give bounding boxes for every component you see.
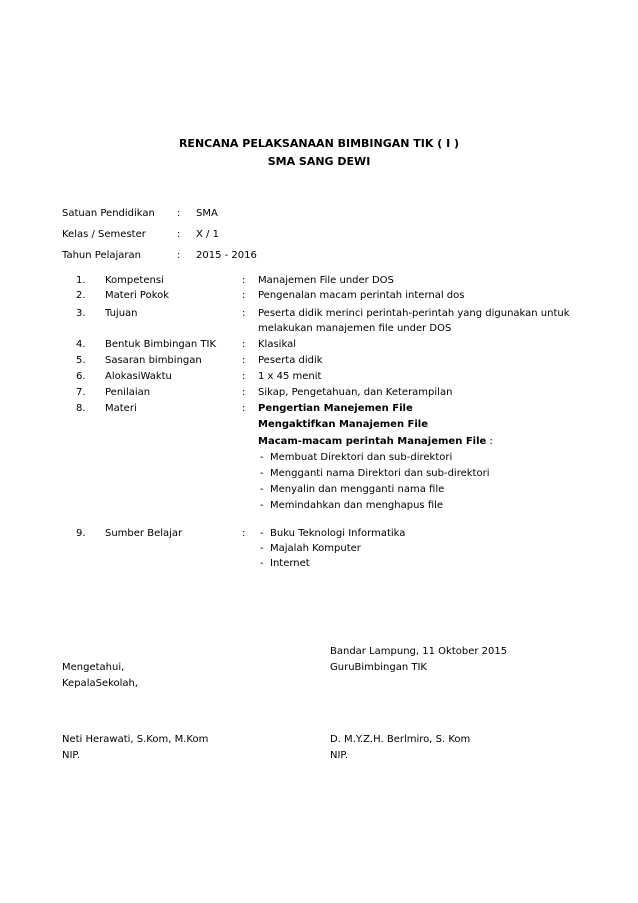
item-colon: : (242, 355, 246, 366)
info-label-kelas: Kelas / Semester (62, 229, 146, 240)
item-colon: : (242, 528, 246, 539)
bullet-dash: - (260, 468, 264, 479)
item-label: Bentuk Bimbingan TIK (105, 339, 217, 350)
teacher-nip: NIP. (330, 750, 349, 761)
item-label: Materi Pokok (105, 290, 170, 301)
principal-nip: NIP. (62, 750, 81, 761)
item-number: 3. (76, 308, 86, 319)
materi-bullet: Mengganti nama Direktori dan sub-direktori (270, 468, 490, 479)
item-value: Peserta didik merinci perintah-perintah yang digunakan untuk (258, 308, 570, 319)
item-number: 5. (76, 355, 86, 366)
item-label: Sumber Belajar (105, 528, 183, 539)
item-number: 9. (76, 528, 86, 539)
info-colon: : (177, 250, 181, 261)
item-value: Peserta didik (258, 355, 323, 366)
info-value-satuan: SMA (196, 208, 218, 219)
item-colon: : (242, 387, 246, 398)
item-label: AlokasiWaktu (105, 371, 172, 382)
place-date: Bandar Lampung, 11 Oktober 2015 (330, 646, 508, 657)
materi-bullet: Menyalin dan mengganti nama file (270, 484, 445, 495)
bullet-dash: - (260, 558, 264, 569)
bullet-dash: - (260, 528, 264, 539)
item-value-continued: melakukan manajemen file under DOS (258, 323, 452, 334)
item-label: Sasaran bimbingan (105, 355, 202, 366)
acknowledged-label: Mengetahui, (62, 662, 125, 673)
sumber-item: Internet (270, 558, 310, 569)
item-value: Manajemen File under DOS (258, 275, 394, 286)
info-label-satuan: Satuan Pendidikan (62, 208, 155, 219)
item-label: Tujuan (105, 308, 138, 319)
item-number: 2. (76, 290, 86, 301)
bullet-dash: - (260, 543, 264, 554)
item-number: 7. (76, 387, 86, 398)
info-value-tahun: 2015 - 2016 (196, 250, 257, 261)
item-colon: : (242, 290, 246, 301)
school-name: SMA SANG DEWI (267, 155, 371, 168)
item-value: Klasikal (258, 339, 296, 350)
materi-bullet: Memindahkan dan menghapus file (270, 500, 444, 511)
document-title: RENCANA PELAKSANAAN BIMBINGAN TIK ( I ) (178, 137, 460, 150)
principal-name: Neti Herawati, S.Kom, M.Kom (62, 734, 209, 745)
item-label: Penilaian (105, 387, 151, 398)
principal-role: KepalaSekolah, (62, 678, 139, 689)
info-value-kelas: X / 1 (196, 229, 219, 240)
item-colon: : (242, 275, 246, 286)
info-colon: : (177, 229, 181, 240)
item-number: 6. (76, 371, 86, 382)
item-colon: : (242, 308, 246, 319)
materi-line (258, 436, 493, 447)
materi-bullet: Membuat Direktori dan sub-direktori (270, 452, 453, 463)
item-value-bold: Pengertian Manejemen File (258, 403, 413, 414)
item-number: 1. (76, 275, 86, 286)
item-number: 8. (76, 403, 86, 414)
sumber-item: Majalah Komputer (270, 543, 361, 554)
materi-subheading-colon: : (489, 436, 493, 447)
item-label: Materi (105, 403, 137, 414)
bullet-dash: - (260, 500, 264, 511)
sumber-item: Buku Teknologi Informatika (270, 528, 406, 539)
item-colon: : (242, 371, 246, 382)
teacher-role: GuruBimbingan TIK (330, 662, 427, 673)
item-label: Kompetensi (105, 275, 164, 286)
item-value: Pengenalan macam perintah internal dos (258, 290, 465, 301)
item-colon: : (242, 403, 246, 414)
item-number: 4. (76, 339, 86, 350)
bullet-dash: - (260, 484, 264, 495)
materi-subheading: Macam-macam perintah Manajemen File (258, 436, 487, 447)
teacher-name: D. M.Y.Z.H. Berlmiro, S. Kom (330, 734, 471, 745)
item-value: Sikap, Pengetahuan, dan Keterampilan (258, 387, 453, 398)
info-colon: : (177, 208, 181, 219)
item-colon: : (242, 339, 246, 350)
item-value: 1 x 45 menit (258, 371, 322, 382)
info-label-tahun: Tahun Pelajaran (62, 250, 141, 261)
bullet-dash: - (260, 452, 264, 463)
materi-line: Mengaktifkan Manajemen File (258, 419, 429, 430)
